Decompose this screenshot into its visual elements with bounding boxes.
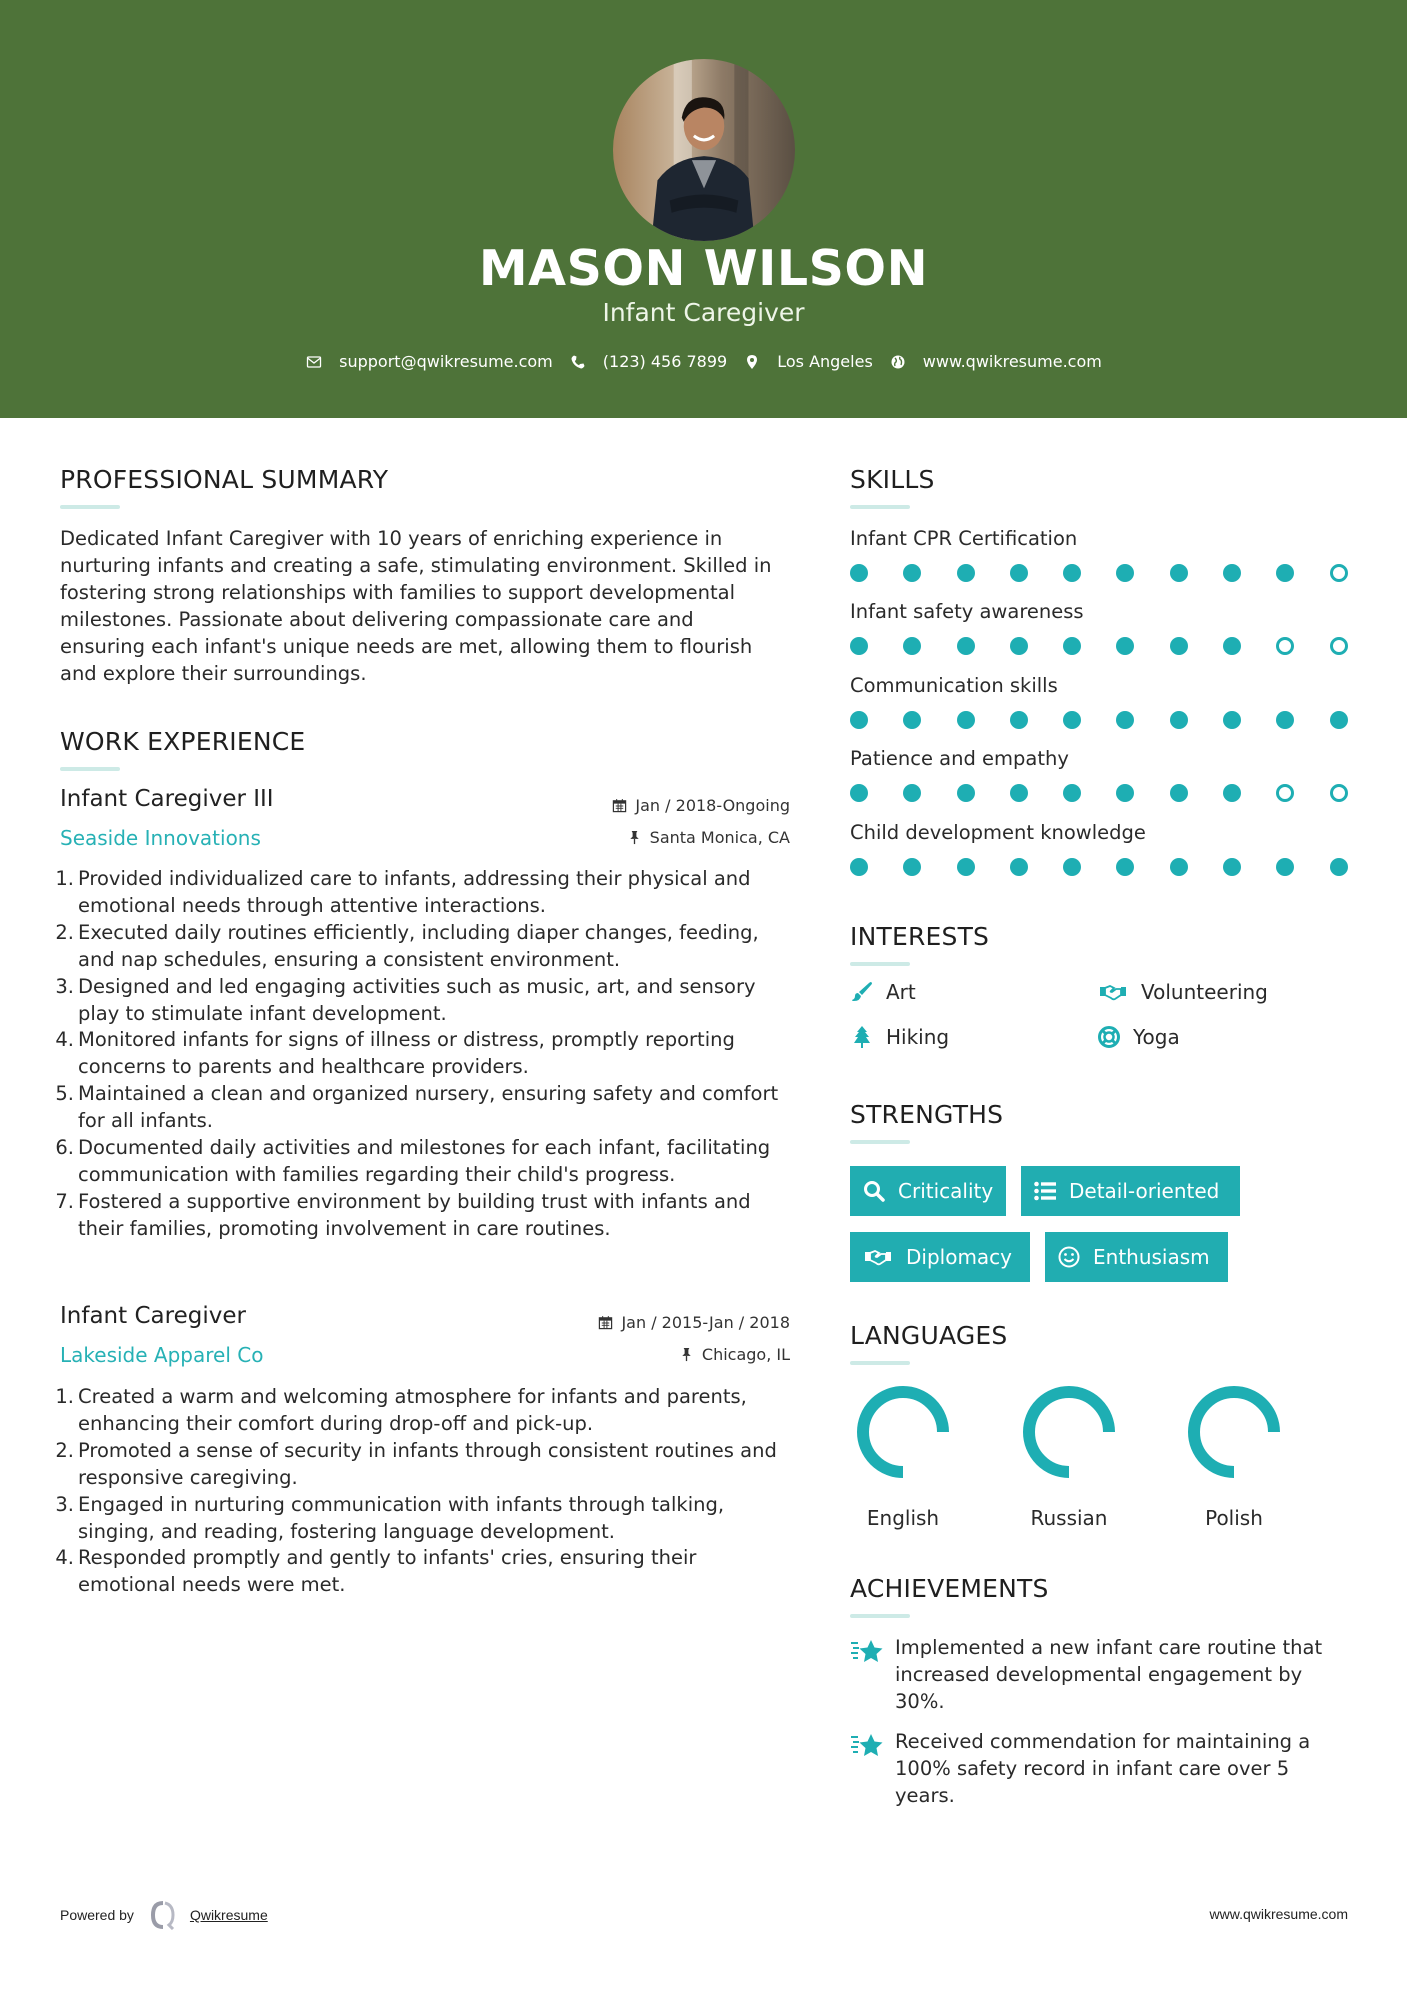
map-marker-icon [743,353,761,371]
job-dates-text: Jan / 2018-Ongoing [635,796,790,815]
rating-dot-filled[interactable] [957,711,975,729]
skill-rating[interactable] [850,564,1383,582]
life-ring-icon [1097,1025,1121,1049]
shooting-star-icon [850,1637,884,1667]
rating-dot-filled[interactable] [1116,858,1134,876]
interest-art [850,980,916,1004]
rating-dot-filled[interactable] [1116,711,1134,729]
rating-dot-filled[interactable] [1170,637,1188,655]
skill-rating[interactable] [850,637,1383,655]
experience-heading-underline [60,767,120,771]
calendar-icon [598,1315,613,1330]
interest-label: Volunteering [1141,980,1268,1004]
rating-dot-filled[interactable] [1330,711,1348,729]
interest-label: Hiking [886,1025,950,1049]
rating-dot-filled[interactable] [903,784,921,802]
rating-dot-filled[interactable] [1063,711,1081,729]
achievement-item [850,1635,1350,1716]
candidate-title: Infant Caregiver [602,298,805,327]
smile-icon [1057,1245,1081,1269]
globe-icon [889,353,907,371]
envelope-icon [305,353,323,371]
job-location [627,828,790,847]
tree-icon [850,1025,874,1049]
strength-label: Criticality [898,1179,994,1203]
language-label: Russian [1030,1506,1108,1530]
resume-header [0,0,1407,418]
profile-photo-image [613,59,795,241]
job-company: Seaside Innovations [60,826,261,850]
shooting-star-icon [850,1731,884,1761]
footer-website[interactable]: www.qwikresume.com [1209,1906,1348,1922]
rating-dot-filled[interactable] [1276,564,1294,582]
strength-label: Diplomacy [906,1245,1013,1269]
rating-dot-filled[interactable] [1116,784,1134,802]
rating-dot-filled[interactable] [903,564,921,582]
achievement-text: Received commendation for maintaining a 100% safety record in infant care over 5 years. [895,1730,1311,1807]
search-icon [862,1179,886,1203]
rating-dot-filled[interactable] [1223,858,1241,876]
rating-dot-filled[interactable] [1330,858,1348,876]
contact-bar [0,352,1407,371]
rating-dot-filled[interactable] [1010,637,1028,655]
achievements-heading: ACHIEVEMENTS [850,1574,1049,1603]
languages-heading: LANGUAGES [850,1321,1008,1350]
language-english [838,1386,968,1530]
handshake-icon [862,1245,894,1269]
rating-dot-filled[interactable] [1223,637,1241,655]
contact-location [743,352,873,371]
rating-dot-filled[interactable] [1063,858,1081,876]
contact-website[interactable] [889,352,1102,371]
interest-hiking [850,1025,949,1049]
strength-badge-enthusiasm[interactable] [1045,1232,1228,1282]
phone-icon [569,353,587,371]
job-dates [612,796,790,815]
job-dates [598,1313,790,1332]
contact-email-text: support@qwikresume.com [339,352,553,371]
list-item: 4. Monitored infants for signs of illness or distress, promptly reporting concerns to parents and healthcare providers. [55,1028,735,1079]
language-progress-ring [1188,1386,1280,1478]
skill-label: Communication skills [850,674,1058,697]
language-polish [1169,1386,1299,1530]
strength-label: Enthusiasm [1093,1245,1210,1269]
pushpin-icon [679,1347,694,1362]
list-item: 7. Fostered a supportive environment by building trust with infants and their families, promoting involvement in care routines. [55,1189,751,1240]
rating-dot-filled[interactable] [903,858,921,876]
rating-dot-filled[interactable] [957,784,975,802]
experience-heading: WORK EXPERIENCE [60,727,306,756]
contact-phone[interactable] [569,352,727,371]
summary-heading: PROFESSIONAL SUMMARY [60,465,389,494]
job-company: Lakeside Apparel Co [60,1343,264,1367]
rating-dot-filled[interactable] [850,711,868,729]
job-dates-text: Jan / 2015-Jan / 2018 [621,1313,790,1332]
language-label: English [866,1506,940,1530]
profile-photo [613,59,795,241]
pushpin-icon [627,830,642,845]
list-item: 2. Executed daily routines efficiently, including diaper changes, feeding, and nap schedules, ensuring a consistent environment. [55,920,759,971]
rating-dot-filled[interactable] [850,637,868,655]
language-label: Polish [1205,1506,1263,1530]
strengths-heading: STRENGTHS [850,1100,1004,1129]
interests-heading: INTERESTS [850,922,990,951]
rating-dot-empty[interactable] [1330,637,1348,655]
skills-heading: SKILLS [850,465,935,494]
rating-dot-filled[interactable] [1276,858,1294,876]
rating-dot-filled[interactable] [1063,564,1081,582]
rating-dot-filled[interactable] [1170,711,1188,729]
list-item: 6. Documented daily activities and milestones for each infant, facilitating communication with families regarding their child's progress. [55,1136,771,1186]
rating-dot-filled[interactable] [1116,637,1134,655]
calendar-icon [612,798,627,813]
language-russian [1004,1386,1134,1530]
skill-label: Infant safety awareness [850,600,1084,623]
contact-location-text: Los Angeles [777,352,873,371]
languages-heading-underline [850,1361,910,1365]
rating-dot-empty[interactable] [1276,637,1294,655]
list-item: 3. Engaged in nurturing communication with infants through talking, singing, and reading, fostering language development. [55,1492,725,1543]
contact-website-text: www.qwikresume.com [922,352,1102,371]
rating-dot-empty[interactable] [1330,564,1348,582]
skill-label: Infant CPR Certification [850,527,1078,550]
interests-heading-underline [850,962,910,966]
rating-dot-filled[interactable] [1116,564,1134,582]
list-item: 4. Responded promptly and gently to infants' cries, ensuring their emotional needs were met. [55,1546,697,1597]
rating-dot-filled[interactable] [1170,858,1188,876]
rating-dot-filled[interactable] [1276,711,1294,729]
strengths-heading-underline [850,1140,910,1144]
strength-badge-criticality[interactable] [850,1166,1006,1216]
rating-dot-filled[interactable] [1010,784,1028,802]
job-location-text: Santa Monica, CA [649,828,790,847]
qwikresume-logo-icon [148,1900,178,1930]
rating-dot-filled[interactable] [1223,784,1241,802]
rating-dot-filled[interactable] [850,858,868,876]
job-bullet-list [52,866,792,1243]
interest-label: Yoga [1133,1025,1180,1049]
rating-dot-filled[interactable] [1063,637,1081,655]
rating-dot-filled[interactable] [1223,711,1241,729]
interest-volunteering [1097,980,1268,1004]
rating-dot-filled[interactable] [1010,564,1028,582]
qwikresume-link[interactable]: Qwikresume [189,1907,268,1923]
rating-dot-filled[interactable] [957,564,975,582]
list-item: 2. Promoted a sense of security in infants through consistent routines and responsive caregiving. [55,1438,777,1489]
powered-by-label: Powered by [60,1907,134,1923]
candidate-name: MASON WILSON [478,240,929,297]
strength-badge-diplomacy[interactable] [850,1232,1030,1282]
footer-powered-by [60,1900,268,1930]
language-progress-ring [1023,1386,1115,1478]
strength-badge-detail-oriented[interactable] [1021,1166,1240,1216]
job-title: Infant Caregiver [60,1303,246,1329]
achievements-heading-underline [850,1614,910,1618]
language-progress-ring [857,1386,949,1478]
list-item: 3. Designed and led engaging activities such as music, art, and sensory play to stimulate infant development. [55,974,756,1025]
rating-dot-filled[interactable] [957,637,975,655]
rating-dot-filled[interactable] [1223,564,1241,582]
rating-dot-filled[interactable] [903,637,921,655]
skills-heading-underline [850,505,910,509]
paintbrush-icon [850,980,874,1004]
list-item: 1. Created a warm and welcoming atmosphere for infants and parents, enhancing their comfort during drop-off and pick-up. [55,1385,747,1435]
rating-dot-empty[interactable] [1276,784,1294,802]
contact-email[interactable] [305,352,553,371]
interest-yoga [1097,1025,1180,1049]
skill-label: Patience and empathy [850,747,1069,770]
job-location-text: Chicago, IL [701,1345,790,1364]
summary-heading-underline [60,505,120,509]
rating-dot-filled[interactable] [850,784,868,802]
skill-rating[interactable] [850,858,1383,876]
skill-label: Child development knowledge [850,821,1146,844]
summary-text: Dedicated Infant Caregiver with 10 years of enriching experience in nurturing infants and creating a safe, stimulating environment. Skilled in fostering strong relationships with families to support developmental milestones. Passionate about delivering compassionate care and ensuring each infant's unique needs are met, allowing them to flourish and explore their surroundings. [60,527,772,685]
strength-label: Detail-oriented [1069,1179,1220,1203]
list-item: 1. Provided individualized care to infants, addressing their physical and emotional needs through attentive interactions. [55,867,751,917]
interest-label: Art [886,980,916,1004]
job-location [679,1345,790,1364]
rating-dot-filled[interactable] [1170,784,1188,802]
job-bullet-list [52,1384,792,1599]
rating-dot-filled[interactable] [1010,858,1028,876]
rating-dot-empty[interactable] [1330,784,1348,802]
list-icon [1033,1179,1057,1203]
rating-dot-filled[interactable] [957,858,975,876]
rating-dot-filled[interactable] [850,564,868,582]
rating-dot-filled[interactable] [1170,564,1188,582]
contact-phone-text: (123) 456 7899 [602,352,728,371]
rating-dot-filled[interactable] [1010,711,1028,729]
handshake-icon [1097,980,1129,1004]
achievement-text: Implemented a new infant care routine that increased developmental engagement by 30%. [895,1636,1323,1713]
rating-dot-filled[interactable] [903,711,921,729]
achievement-item [850,1729,1350,1810]
rating-dot-filled[interactable] [1063,784,1081,802]
job-title: Infant Caregiver III [60,786,274,812]
list-item: 5. Maintained a clean and organized nursery, ensuring safety and comfort for all infants. [55,1082,779,1133]
skill-rating[interactable] [850,711,1383,729]
skill-rating[interactable] [850,784,1383,802]
